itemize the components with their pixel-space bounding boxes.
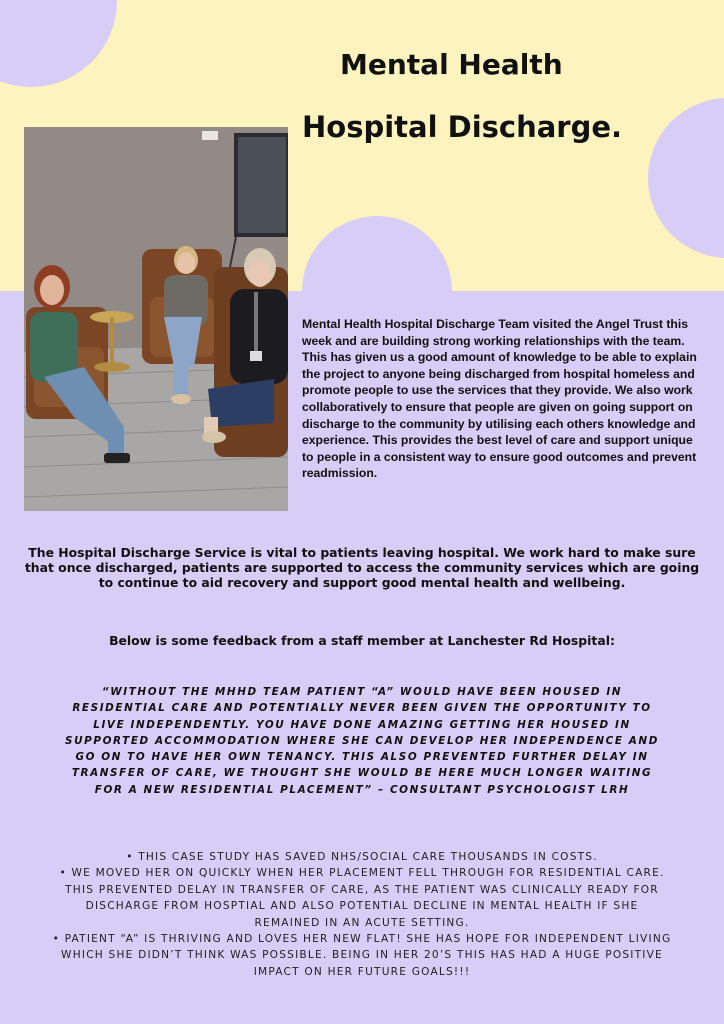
intro-paragraph: Mental Health Hospital Discharge Team visited the Angel Trust this week and are building strong working relationships with the team. This has given us a good amount of knowledge to be able to explain the project to anyone being discharged from hospital homeless and promote people to use the services that they provide. We also work collaboratively to ensure that people are given on going support on discharge to the community by utilising each others knowledge and experience. This provides the best level of care and support unique to people in a consistent way to ensure good outcomes and prevent readmission. bbox=[302, 317, 697, 481]
bullet-item: • WE MOVED HER ON QUICKLY WHEN HER PLACEMENT FELL THROUGH FOR RESIDENTIAL CARE. THIS PREVENTED DELAY IN TRANSFER OF CARE, AS THE PATIENT WAS CLINICALLY READY FOR DISCHARGE FROM HOSPTIAL AND ALSO POTENTIAL DECLINE IN MENTAL HEALTH IF SHE REMAINED IN AN ACUTE SETTING. bbox=[59, 867, 665, 929]
team-photo bbox=[24, 127, 288, 511]
feedback-heading: Below is some feedback from a staff member at Lanchester Rd Hospital: bbox=[109, 633, 615, 648]
page-title-line-2: Hospital Discharge. bbox=[302, 110, 623, 144]
bullet-item: • PATIENT “A” IS THRIVING AND LOVES HER NEW FLAT! SHE HAS HOPE FOR INDEPENDENT LIVING WHICH SHE DIDN’T THINK WAS POSSIBLE. BEING IN HER 20’S THIS HAS HAD A HUGE POSITIVE IMPACT ON HER FUTURE GOALS!!! bbox=[52, 933, 672, 978]
service-paragraph: The Hospital Discharge Service is vital to patients leaving hospital. We work hard to make sure that once discharged, patients are supported to access the community services which are going to continue to aid recovery and support good mental health and wellbeing. bbox=[24, 545, 700, 591]
bullet-item: • THIS CASE STUDY HAS SAVED NHS/SOCIAL CARE THOUSANDS IN COSTS. bbox=[126, 851, 598, 863]
outcome-bullets bbox=[52, 849, 672, 980]
page-title-line-1: Mental Health bbox=[340, 48, 563, 81]
staff-quote: “WITHOUT THE MHHD TEAM PATIENT “A” WOULD HAVE BEEN HOUSED IN RESIDENTIAL CARE AND POTENTIALLY NEVER BEEN GIVEN THE OPPORTUNITY TO LIVE INDEPENDENTLY. YOU HAVE DONE AMAZING GETTING HER HOUSED IN SUPPORTED ACCOMMODATION WHERE SHE CAN DEVELOP HER INDEPENDENCE AND GO ON TO HAVE HER OWN TENANCY. THIS ALSO PREVENTED FURTHER DELAY IN TRANSFER OF CARE, WE THOUGHT SHE WOULD BE HERE MUCH LONGER WAITING FOR A NEW RESIDENTIAL PLACEMENT” – CONSULTANT PSYCHOLOGIST LRH bbox=[65, 686, 659, 796]
